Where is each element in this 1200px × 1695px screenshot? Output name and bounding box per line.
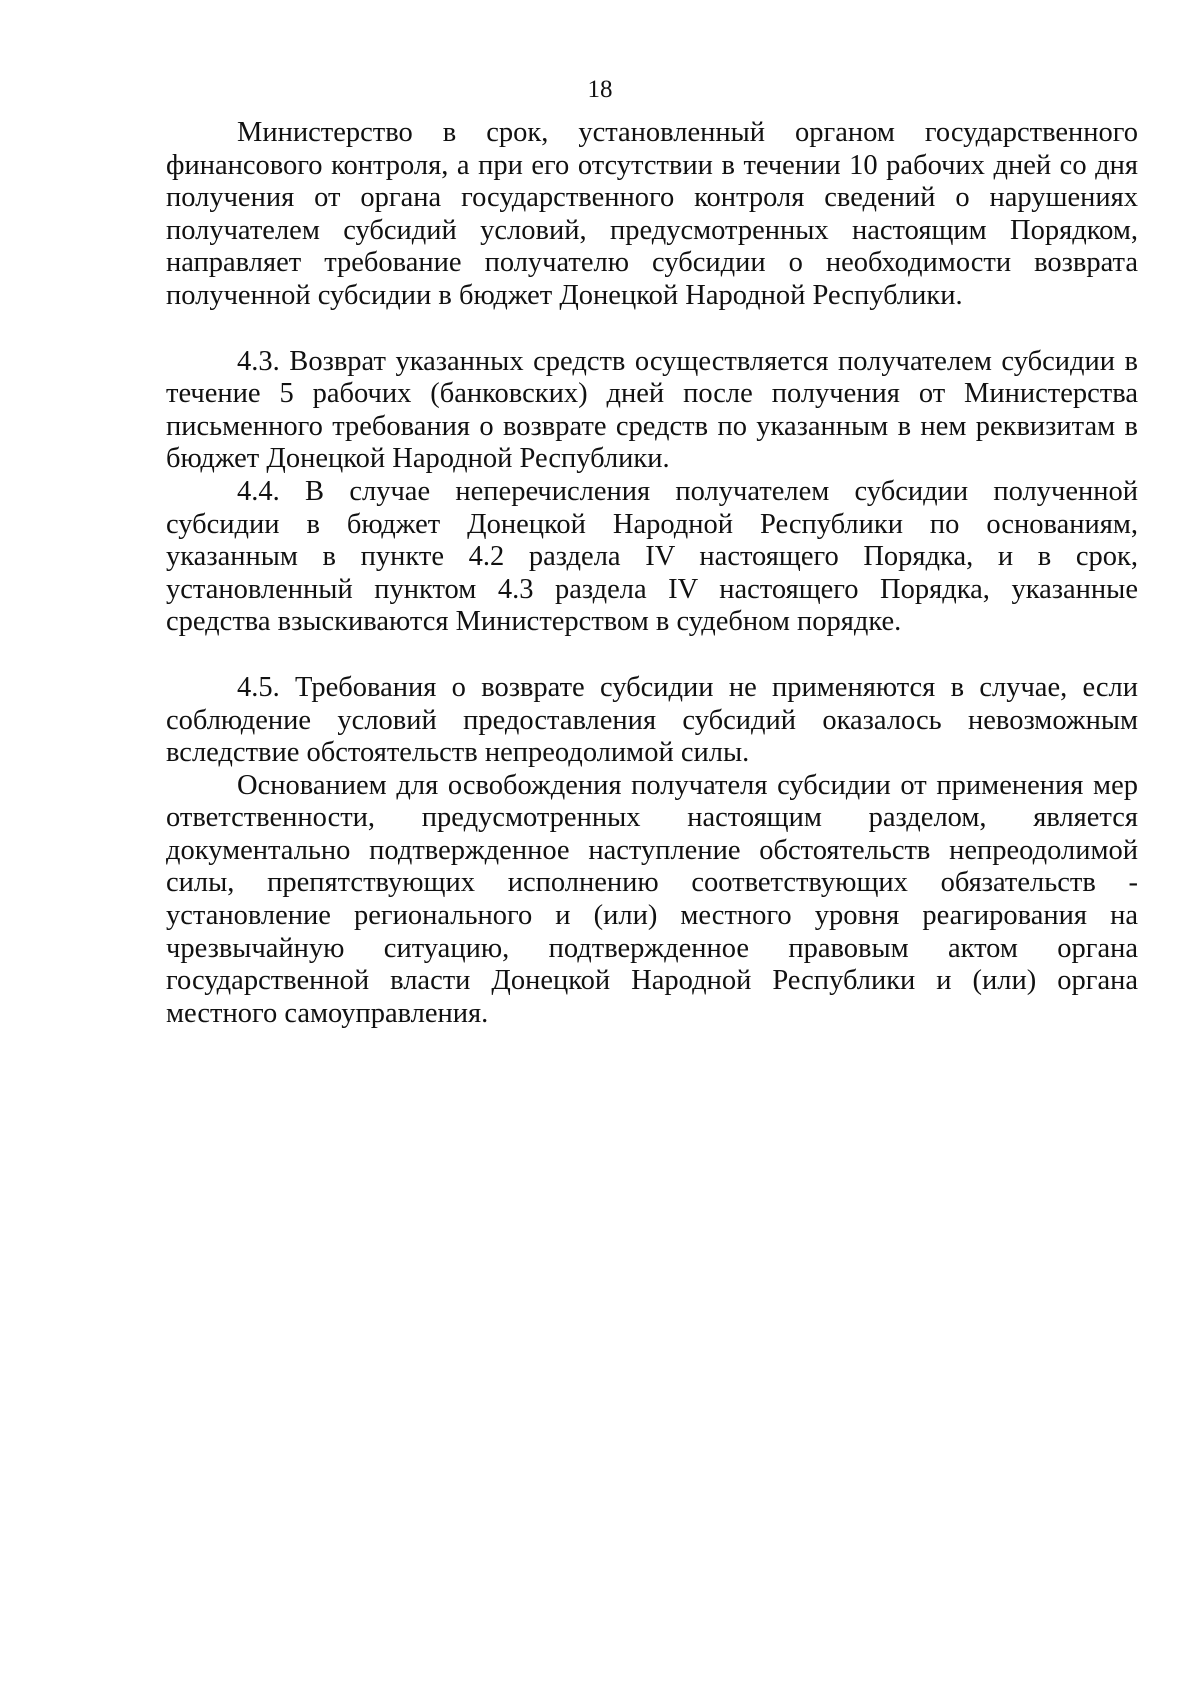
paragraph-force-majeure-basis: Основанием для освобождения получателя субсидии от применения мер ответственности, предусмотренных настоящим разделом, является документально подтвержденное наступление обстоятельств непреодолимой силы, препятствующих исполнению соответствующих обязательств - установление регионального и (или) местного уровня реагирования на чрезвычайную ситуацию, подтвержденное правовым актом органа государственной власти Донецкой Народной Республики и (или) органа местного самоуправления. [166, 769, 1138, 1029]
paragraph-4-3: 4.3. Возврат указанных средств осуществляется получателем субсидии в течение 5 рабочих (банковских) дней после получения от Министерства письменного требования о возврате средств по указанным в нем реквизитам в бюджет Донецкой Народной Республики. [166, 345, 1138, 475]
paragraph-4-5: 4.5. Требования о возврате субсидии не применяются в случае, если соблюдение условий предоставления субсидий оказалось невозможным вследствие обстоятельств непреодолимой силы. [166, 671, 1138, 769]
paragraph-ministry-demand: Министерство в срок, установленный органом государственного финансового контроля, а при его отсутствии в течении 10 рабочих дней со дня получения от органа государственного контроля сведений о нарушениях получателем субсидий условий, предусмотренных настоящим Порядком, направляет требование получателю субсидии о необходимости возврата полученной субсидии в бюджет Донецкой Народной Республики. [166, 117, 1138, 311]
document-body [166, 117, 1138, 1030]
page-number: 18 [587, 76, 613, 103]
paragraph-4-4: 4.4. В случае неперечисления получателем субсидии полученной субсидии в бюджет Донецкой Народной Республики по основаниям, указанным в пункте 4.2 раздела IV настоящего Порядка, и в срок, установленный пунктом 4.3 раздела IV настоящего Порядка, указанные средства взыскиваются Министерством в судебном порядке. [166, 475, 1138, 638]
